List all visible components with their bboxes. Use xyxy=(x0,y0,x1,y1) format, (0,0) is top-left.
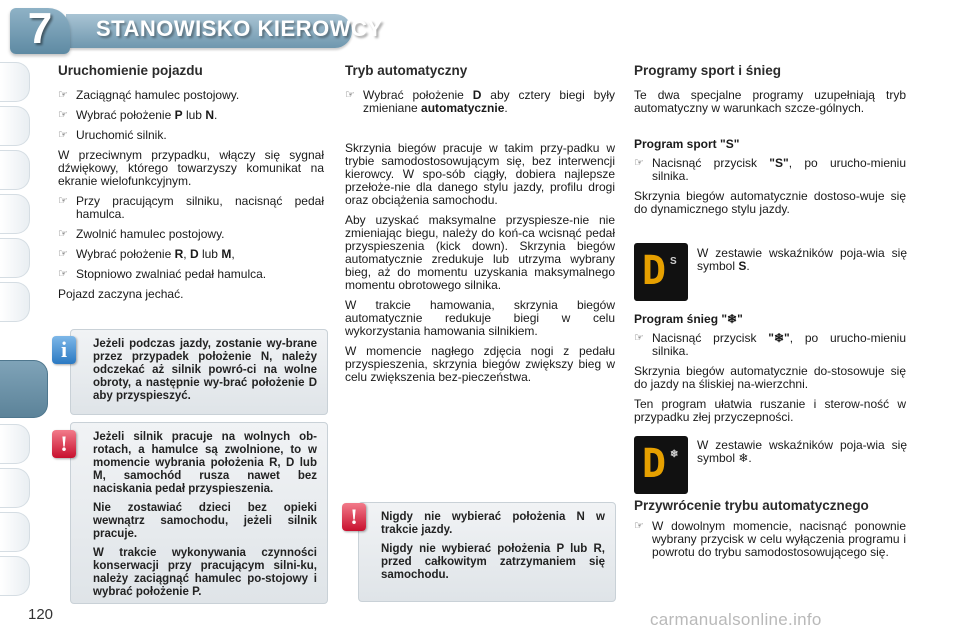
gear-display-sport xyxy=(634,243,688,301)
thumb-tab xyxy=(0,194,30,234)
paragraph: Skrzynia biegów pracuje w takim przy-padku w trybie samodostosowującym się, bez interwencji kierowcy. W spo-sób ciągły, dobiera najlepsze przełoże-nie dla danego stylu jazdy, profilu drogi oraz obciążenia samochodu. xyxy=(345,141,615,207)
list-item: ☞ Wybrać położenie P lub N. xyxy=(58,108,218,122)
paragraph: Skrzynia biegów automatycznie dostoso-wuje się do dynamicznego stylu jazdy. xyxy=(634,189,906,216)
paragraph: Te dwa specjalne programy uzupełniają tryb automatyczny w warunkach szcze-gólnych. xyxy=(634,88,906,115)
thumb-tab xyxy=(0,106,30,146)
paragraph: W przeciwnym przypadku, włączy się sygnał dźwiękowy, którego towarzyszy komunikat na ekranie wielofunkcyjnym. xyxy=(58,148,324,188)
pointer-icon: ☞ xyxy=(634,332,644,344)
snowflake-icon: ❄ xyxy=(670,449,679,460)
display-caption: W zestawie wskaźników poja-wia się symbol ❄. xyxy=(697,438,907,465)
thumb-tab xyxy=(0,468,30,508)
info-note: Jeżeli podczas jazdy, zostanie wy-brane przez przypadek położenie N, należy odczekać aż silnik powró-ci na wolne obroty, a następnie wy-brać położenie D aby przyspieszyć. xyxy=(70,329,328,415)
gear-letter: D xyxy=(642,441,667,487)
list-item: ☞ Uruchomić silnik. xyxy=(58,128,167,142)
pointer-icon: ☞ xyxy=(58,228,68,240)
thumb-tab xyxy=(0,282,30,322)
page-title: STANOWISKO KIEROWCY xyxy=(96,16,383,41)
list-item: ☞ W dowolnym momencie, nacisnąć ponownie wybrany przycisk w celu wyłączenia programu i powrotu do trybu samodostosowującego się. xyxy=(634,519,906,559)
thumb-tab xyxy=(0,150,30,190)
section-heading: Tryb automatyczny xyxy=(345,63,468,78)
list-item: ☞ Stopniowo zwalniać pedał hamulca. xyxy=(58,267,267,281)
warning-icon: ! xyxy=(342,503,366,531)
paragraph: Ten program ułatwia ruszanie i sterow-ność w przypadku złej przyczepności. xyxy=(634,397,906,424)
thumb-tab xyxy=(0,556,30,596)
thumb-tab xyxy=(0,62,30,102)
gear-letter: D xyxy=(642,248,667,294)
gear-display-snow xyxy=(634,436,688,494)
pointer-icon: ☞ xyxy=(58,195,68,207)
list-item: ☞ Zaciągnąć hamulec postojowy. xyxy=(58,88,240,102)
display-caption: W zestawie wskaźników poja-wia się symbol S. xyxy=(697,246,907,273)
pointer-icon: ☞ xyxy=(58,248,68,260)
list-item: ☞ Nacisnąć przycisk "❄", po urucho-mieniu silnika. xyxy=(634,331,906,358)
pointer-icon: ☞ xyxy=(58,109,68,121)
section-heading: Programy sport i śnieg xyxy=(634,63,782,78)
thumb-tab xyxy=(0,512,30,552)
warning-note: Jeżeli silnik pracuje na wolnych ob-rotach, a hamulce są zwolnione, to w momencie wybrania położenia R, D lub M, samochód rusza nawet bez naciskania pedał przyspieszenia. Nie zostawiać dzieci bez opieki wewnątrz samochodu, jeżeli silnik pracuje. W trakcie wykonywania czynności konserwacji przy pracującym silni-ku, należy zaciągnąć hamulec po-stojowy i wybrać położenie P. xyxy=(70,422,328,604)
thumb-tab xyxy=(0,238,30,278)
pointer-icon: ☞ xyxy=(634,157,644,169)
thumb-tab-active xyxy=(0,360,48,418)
column-start-vehicle xyxy=(58,64,324,308)
column-automatic-mode xyxy=(345,64,615,391)
section-heading: Przywrócenie trybu automatycznego xyxy=(634,498,869,513)
list-item: ☞ Nacisnąć przycisk "S", po urucho-mieniu silnika. xyxy=(634,156,907,183)
paragraph: Aby uzyskać maksymalne przyspiesze-nie nie zmieniając biegu, należy do koń-ca wcisnąć pedał przyspieszenia (kick down). Skrzynia biegów automatycznie zredukuje lub utrzyma wybrany bieg, aż do momentu uzyskania maksymalnego momentu obrotowego silnika. xyxy=(345,213,615,292)
chapter-number: 7 xyxy=(27,4,53,53)
subsection-heading: Program śnieg "❄" xyxy=(634,312,743,326)
subsection-heading: Program sport "S" xyxy=(634,137,740,151)
pointer-icon: ☞ xyxy=(58,268,68,280)
list-item: ☞ Zwolnić hamulec postojowy. xyxy=(58,227,225,241)
list-item: ☞ Wybrać położenie R, D lub M, xyxy=(58,247,235,261)
pointer-icon: ☞ xyxy=(345,89,355,101)
watermark: carmanualsonline.info xyxy=(650,610,822,629)
info-icon: i xyxy=(52,336,76,364)
paragraph: Skrzynia biegów automatycznie do-stosowuje się do jazdy na śliskiej na-wierzchni. xyxy=(634,364,906,391)
list-item: ☞ Wybrać położenie D aby cztery biegi były zmieniane automatycznie. xyxy=(345,88,615,115)
sport-symbol-icon: S xyxy=(670,256,677,267)
paragraph: W trakcie hamowania, skrzynia biegów automatycznie redukuje biegi w celu wykorzystania hamowania silnikiem. xyxy=(345,298,615,338)
list-item: ☞ Przy pracującym silniku, nacisnąć pedał hamulca. xyxy=(58,194,324,221)
paragraph: Pojazd zaczyna jechać. xyxy=(58,287,184,301)
pointer-icon: ☞ xyxy=(58,89,68,101)
pointer-icon: ☞ xyxy=(634,520,644,532)
section-heading: Uruchomienie pojazdu xyxy=(58,63,203,78)
paragraph: W momencie nagłego zdjęcia nogi z pedału przyspieszenia, skrzynia biegów zwiększy bieg w celu zwiększenia bez-pieczeństwa. xyxy=(345,344,615,384)
warning-note: Nigdy nie wybierać położenia N w trakcie jazdy. Nigdy nie wybierać położenia P lub R, przed całkowitym zatrzymaniem się samochodu. xyxy=(358,502,616,602)
pointer-icon: ☞ xyxy=(58,129,68,141)
warning-icon: ! xyxy=(52,430,76,458)
page-number: 120 xyxy=(28,606,54,623)
thumb-tab xyxy=(0,424,30,464)
